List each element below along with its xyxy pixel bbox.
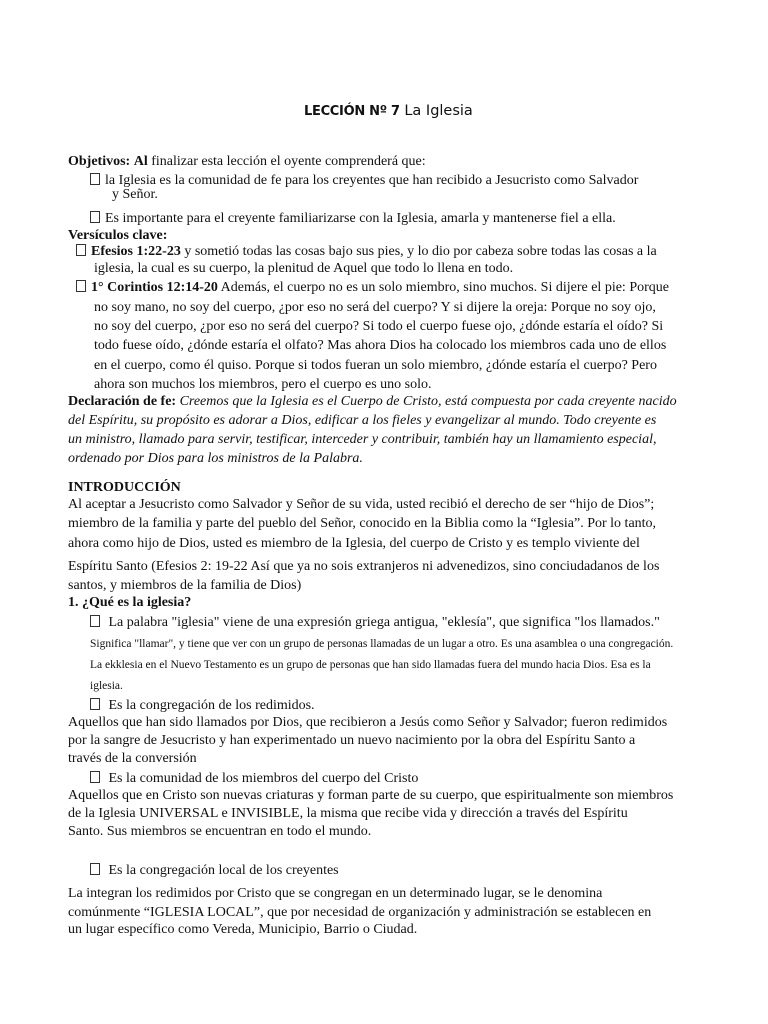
section1-b2-text: Es la congregación de los redimidos. [108, 698, 315, 713]
checkbox-icon [90, 771, 100, 783]
objetivos-lead [68, 152, 426, 171]
objetivo-item-1-line2: y Señor. [112, 187, 158, 202]
title-bold: LECCIÓN Nº 7 [304, 104, 400, 119]
objetivos-label: Objetivos: [68, 154, 131, 169]
section1-b2-line3: través de la conversión [68, 751, 197, 766]
versiculo-2-line3: no soy del cuerpo, ¿por eso no será del cuerpo? Si todo el cuerpo fuese ojo, ¿dónde estaría el oído? Si [94, 319, 664, 334]
objetivo-item-1-line1: la Iglesia es la comunidad de fe para los creyentes que han recibido a Jesucristo como Salvador [105, 173, 639, 188]
section1-b3-line2: de la Iglesia UNIVERSAL e INVISIBLE, la misma que recibe vida y dirección a través del Espíritu [68, 806, 628, 821]
section1-b4-line1: La integran los redimidos por Cristo que se congregan en un determinado lugar, se le denomina [68, 886, 603, 901]
checkbox-icon [76, 244, 86, 256]
section1-b3-line3: Santo. Sus miembros se encuentran en todo el mundo. [68, 824, 372, 839]
declaracion-line2: del Espíritu, su propósito es adorar a Dios, edificar a los fieles y evangelizar al mundo. Todo creyente es [68, 413, 657, 428]
intro-line3: ahora como hijo de Dios, usted es miembro de la Iglesia, del cuerpo de Cristo y es templo viviente del [68, 536, 640, 551]
declaracion-line3: un ministro, llamado para servir, testificar, interceder y contribuir, también hay un llamamiento especial, [68, 432, 657, 447]
intro-line1: Al aceptar a Jesucristo como Salvador y Señor de su vida, usted recibió el derecho de ser “hijo de Dios”; [68, 497, 655, 512]
section1-b1-small2: La ekklesia en el Nuevo Testamento es un grupo de personas que han sido llamadas fuera del mundo hacia Dios. Esa es la [90, 659, 651, 671]
section1-b4-text: Es la congregación local de los creyentes [108, 863, 339, 878]
objetivo-item-1 [90, 171, 638, 190]
intro-heading-text: INTRODUCCIÓN [68, 480, 181, 495]
versiculo-2-line6: ahora son muchos los miembros, pero el cuerpo es uno solo. [94, 377, 432, 392]
section1-b3-line1: Aquellos que en Cristo son nuevas criaturas y forman parte de su cuerpo, que espiritualmente son miembros [68, 788, 674, 803]
section1-b4-line2: comúnmente “IGLESIA LOCAL”, que por necesidad de organización y administración se establecen en [68, 905, 652, 920]
intro-line4: Espíritu Santo (Efesios 2: 19-22 Así que ya no sois extranjeros ni advenedizos, sino conciudadanos de los [68, 559, 660, 574]
objetivo-item-2 [90, 209, 616, 228]
objetivo-item-2-text: Es importante para el creyente familiarizarse con la Iglesia, amarla y mantenerse fiel a ella. [105, 211, 616, 226]
checkbox-icon [76, 280, 86, 292]
section1-b1-small3: iglesia. [90, 680, 123, 692]
checkbox-icon [90, 863, 100, 875]
checkbox-icon [90, 698, 100, 710]
section1-heading [68, 593, 191, 612]
versiculo-2 [76, 278, 669, 297]
section1-b1-text: La palabra "iglesia" viene de una expresión griega antigua, "eklesía", que significa "los llamados." [108, 615, 660, 630]
checkbox-icon [90, 615, 100, 627]
declaracion-line1 [68, 392, 677, 411]
intro-line5: santos, y miembros de la familia de Dios) [68, 578, 302, 593]
versiculo-2-line5: en el cuerpo, como él quiso. Porque si todos fueran un solo miembro, ¿dónde estaría el cuerpo? Pero [94, 358, 657, 373]
declaracion-label: Declaración de fe: [68, 394, 177, 409]
objetivos-lead-rest: finalizar esta lección el oyente comprenderá que: [151, 154, 426, 169]
section1-heading-text: 1. ¿Qué es la iglesia? [68, 595, 192, 610]
section1-b3-text: Es la comunidad de los miembros del cuerpo del Cristo [108, 771, 419, 786]
section1-b4-line3: un lugar específico como Vereda, Municipio, Barrio o Ciudad. [68, 922, 418, 937]
page-title [304, 103, 473, 119]
versiculo-2-line4: todo fuese oído, ¿dónde estaría el olfato? Mas ahora Dios ha colocado los miembros cada uno de ellos [94, 338, 667, 353]
intro-line2: miembro de la familia y parte del pueblo del Señor, conocido en la Biblia como la “Iglesia”. Por lo tanto, [68, 516, 657, 531]
versiculo-2-ref: 1° Corintios 12:14-20 [91, 280, 218, 295]
section1-b2-line2: por la sangre de Jesucristo y han experimentado un nuevo nacimiento por la obra del Espíritu Santo a [68, 733, 636, 748]
versiculo-2-line2: no soy mano, no soy del cuerpo, ¿por eso no será del cuerpo? Y si dijere la oreja: Porque no soy ojo, [94, 300, 656, 315]
versiculos-label-text: Versículos clave: [68, 228, 168, 243]
section1-bullet-1 [90, 613, 660, 632]
section1-b1-small1: Significa "llamar", y tiene que ver con un grupo de personas llamadas de un lugar a otro. Es una asamblea o una congregación. [90, 638, 674, 650]
versiculo-1-ref: Efesios 1:22-23 [91, 244, 181, 259]
versiculo-1-line2: iglesia, la cual es su cuerpo, la plenitud de Aquel que todo lo llena en todo. [94, 261, 514, 276]
objetivos-lead-bold: Al [133, 154, 148, 169]
declaracion-text-1: Creemos que la Iglesia es el Cuerpo de Cristo, está compuesta por cada creyente nacido [179, 394, 677, 409]
section1-bullet-4 [90, 861, 339, 880]
declaracion-line4: ordenado por Dios para los ministros de la Palabra. [68, 451, 363, 466]
checkbox-icon [90, 173, 100, 185]
section1-b2-line1: Aquellos que han sido llamados por Dios, que recibieron a Jesús como Señor y Salvador; fueron redimidos [68, 715, 668, 730]
versiculo-2-line1: Además, el cuerpo no es un solo miembro, sino muchos. Si dijere el pie: Porque [220, 280, 669, 295]
title-rest: La Iglesia [404, 103, 473, 119]
versiculo-1-line1: y sometió todas las cosas bajo sus pies, y lo dio por cabeza sobre todas las cosas a la [184, 244, 657, 259]
checkbox-icon [90, 211, 100, 223]
